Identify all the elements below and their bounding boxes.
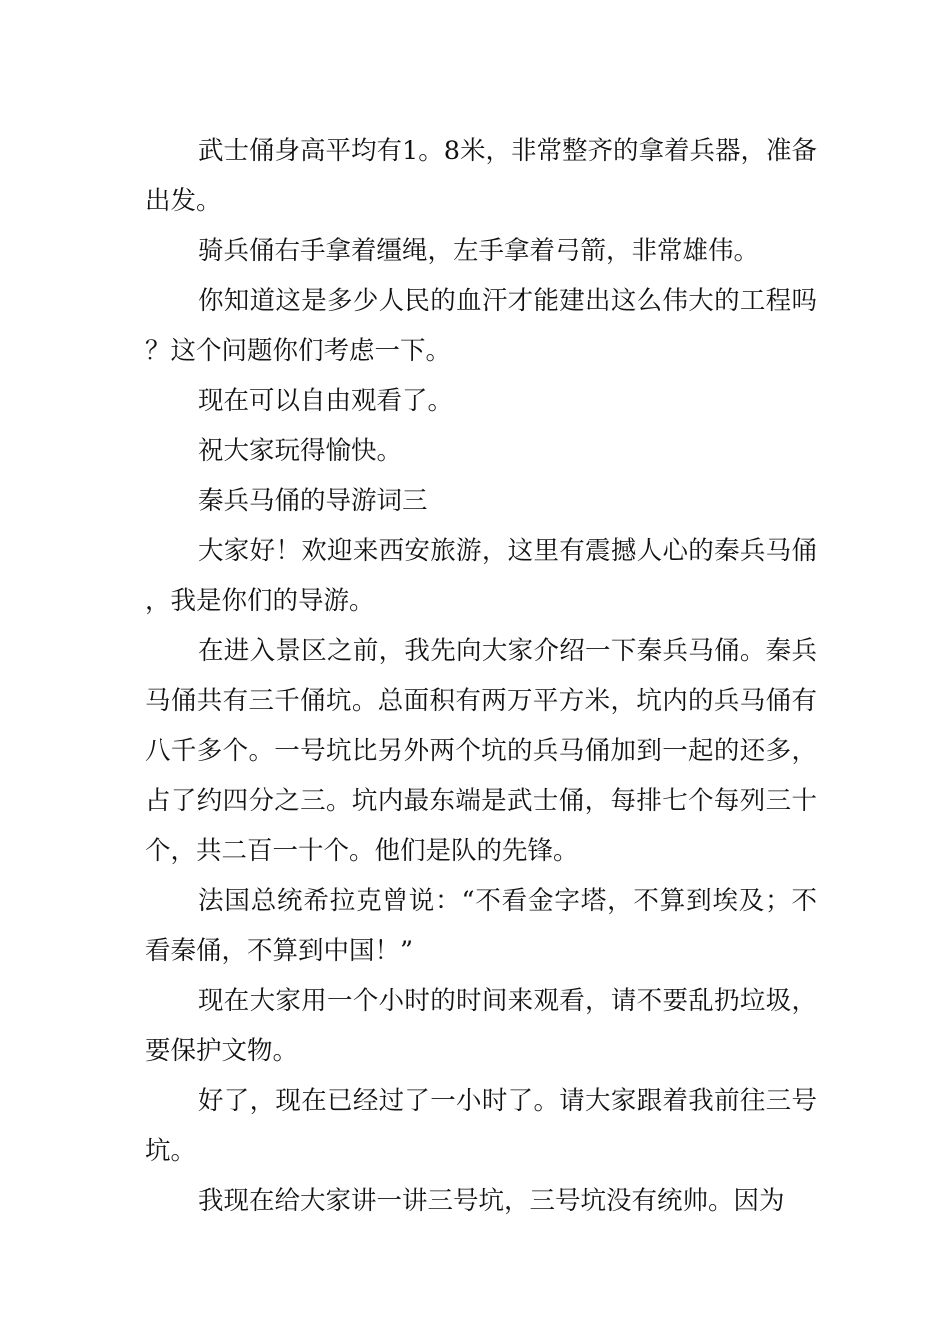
paragraph-11: 好了，现在已经过了一小时了。请大家跟着我前往三号坑。 [145, 1086, 817, 1166]
paragraph-9: 法国总统希拉克曾说：“不看金字塔，不算到埃及；不看秦俑，不算到中国！” [145, 886, 817, 966]
paragraph-5: 祝大家玩得愉快。 [198, 436, 403, 466]
section-heading: 秦兵马俑的导游词三 [198, 486, 428, 516]
paragraph-8: 在进入景区之前，我先向大家介绍一下秦兵马俑。秦兵马俑共有三千俑坑。总面积有两万平方米，坑内的兵马俑有八千多个。一号坑比另外两个坑的兵马俑加到一起的还多，占了约四分之三。坑内最东端是武士俑，每排七个每列三十个，共二百一十个。他们是队的先锋。 [145, 636, 817, 866]
document-page [145, 126, 817, 1226]
paragraph-3: 你知道这是多少人民的血汗才能建出这么伟大的工程吗？这个问题你们考虑一下。 [145, 286, 817, 366]
paragraph-7: 大家好！欢迎来西安旅游，这里有震撼人心的秦兵马俑，我是你们的导游。 [145, 536, 817, 616]
paragraph-12: 我现在给大家讲一讲三号坑，三号坑没有统帅。因为 [198, 1186, 785, 1216]
paragraph-10: 现在大家用一个小时的时间来观看，请不要乱扔垃圾，要保护文物。 [145, 986, 817, 1066]
paragraph-1: 武士俑身高平均有1。8米，非常整齐的拿着兵器，准备出发。 [145, 136, 817, 216]
paragraph-2: 骑兵俑右手拿着缰绳，左手拿着弓箭，非常雄伟。 [198, 236, 760, 266]
paragraph-4: 现在可以自由观看了。 [198, 386, 454, 416]
